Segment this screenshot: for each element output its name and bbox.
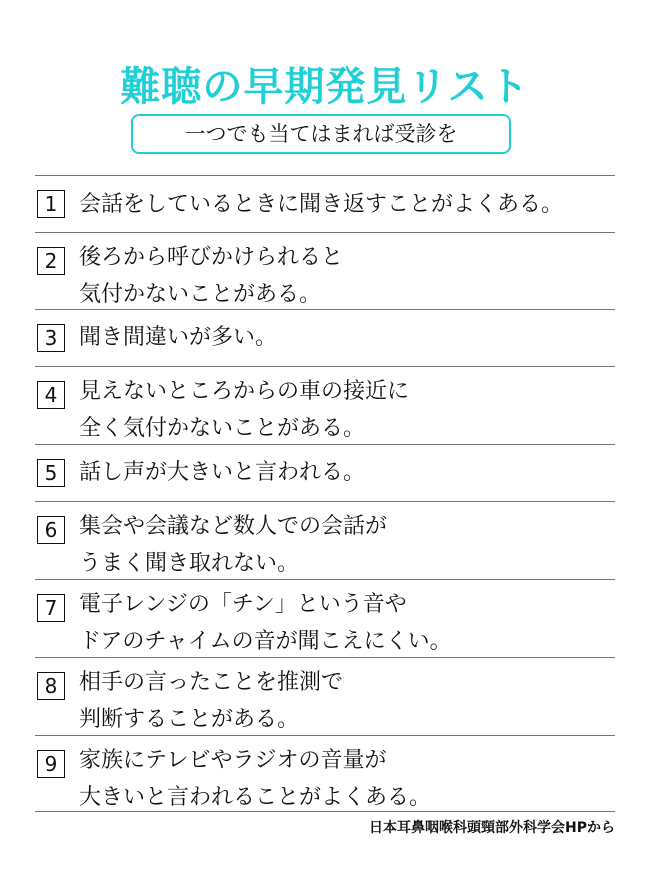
item-line: 見えないところからの車の接近に bbox=[79, 379, 410, 404]
list-item bbox=[35, 501, 615, 579]
list-item bbox=[35, 657, 615, 735]
page-title: 難聴の早期発見リスト bbox=[120, 64, 530, 110]
item-number-1: 1 bbox=[37, 190, 65, 218]
item-line: 判断することがある。 bbox=[79, 707, 300, 732]
item-number-3: 3 bbox=[37, 324, 65, 352]
item-text-7 bbox=[79, 586, 452, 660]
item-line: 家族にテレビやラジオの音量が bbox=[79, 748, 387, 773]
item-text-3 bbox=[79, 319, 277, 356]
item-number-6: 6 bbox=[37, 516, 65, 544]
list-item bbox=[35, 175, 615, 232]
item-line: 後ろから呼びかけられると bbox=[79, 245, 344, 270]
item-line: 大きいと言われることがよくある。 bbox=[79, 785, 432, 810]
list-item bbox=[35, 366, 615, 444]
item-text-9 bbox=[79, 742, 431, 816]
item-number-2: 2 bbox=[37, 247, 65, 275]
item-line: ドアのチャイムの音が聞こえにくい。 bbox=[79, 629, 452, 654]
list-item bbox=[35, 579, 615, 657]
item-text-8 bbox=[79, 664, 343, 738]
item-text-6 bbox=[79, 508, 387, 582]
item-number-5: 5 bbox=[37, 459, 65, 487]
item-line: 相手の言ったことを推測で bbox=[79, 670, 344, 695]
item-number-4: 4 bbox=[37, 381, 65, 409]
item-text-4 bbox=[79, 373, 409, 447]
item-line: うまく聞き取れない。 bbox=[79, 551, 300, 576]
item-number-8: 8 bbox=[37, 672, 65, 700]
checklist bbox=[35, 175, 615, 812]
item-line: 集会や会議など数人での会話が bbox=[79, 514, 388, 539]
item-line: 話し声が大きいと言われる。 bbox=[79, 460, 366, 485]
list-item bbox=[35, 309, 615, 366]
item-number-7: 7 bbox=[37, 594, 65, 622]
item-line: 聞き間違いが多い。 bbox=[79, 325, 278, 350]
list-item bbox=[35, 735, 615, 812]
item-number-9: 9 bbox=[37, 750, 65, 778]
item-text-5 bbox=[79, 454, 365, 491]
item-line: 会話をしているときに聞き返すことがよくある。 bbox=[79, 192, 564, 217]
item-line: 気付かないことがある。 bbox=[79, 282, 322, 307]
item-line: 電子レンジの「チン」という音や bbox=[79, 592, 407, 617]
list-item bbox=[35, 232, 615, 309]
item-text-1 bbox=[79, 186, 563, 223]
item-text-2 bbox=[79, 239, 343, 313]
item-line: 全く気付かないことがある。 bbox=[79, 416, 366, 441]
list-item bbox=[35, 444, 615, 501]
subtitle-box: 一つでも当てはまれば受診を bbox=[131, 114, 511, 154]
source-credit: 日本耳鼻咽喉科頭頸部外科学会HPから bbox=[369, 820, 615, 836]
